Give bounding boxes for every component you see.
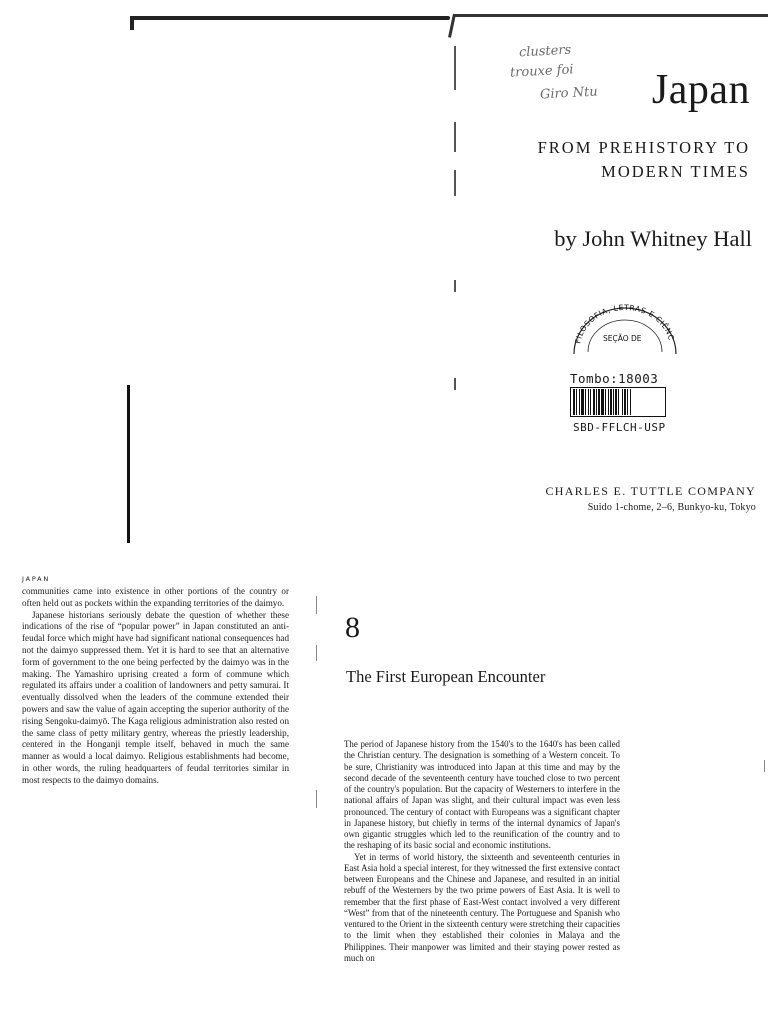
stamp-arc-text: FILOSOFIA, LETRAS E CIÊNC [573,302,677,345]
publisher-address: Suido 1-chome, 2–6, Bunkyo-ku, Tokyo [587,502,756,513]
barcode [570,387,666,417]
barcode-bar [581,389,584,415]
stamp-center-text: SEÇÃO DE [603,334,642,343]
library-code: SBD-FFLCH-USP [573,421,666,434]
scan-frame-corner-left [130,16,134,30]
book-subtitle-line2: MODERN TIMES [601,162,750,181]
right-paragraph: Yet in terms of world history, the sixteenth and seventeenth centuries in East Asia hold a special interest, for they witnessed the first extensive contact between Europeans and the Chinese and Japanese, and resulted in an initial rebuff of the Westerners by the two prime powers of East Asia. It is well to remember that the first phase of East-West contact involved a very different “West” from that of the nineteenth century. The Portuguese and Spanish who ventured to the Orient in the sixteenth century were stretching their capacities to the limit when they established their colonies in Malaya and the Philippines. Their manpower was limited and their staying power rested as much on [344,851,620,963]
book-subtitle-line1: FROM PREHISTORY TO [537,138,750,157]
running-head: JAPAN [22,575,51,583]
gutter-mark [454,280,456,292]
publisher-name: CHARLES E. TUTTLE COMPANY [545,484,756,498]
scan-frame-top-right [455,14,768,17]
page-gutter-mark [316,790,317,808]
right-paragraph: The period of Japanese history from the 1540's to the 1640's has been called the Christian century. The designation is something of a Western conceit. To be sure, Christianity was introduced into Japan at this time and may by the second decade of the seventeenth century have touched close to two percent of the country's population. But the capacity of Westerners to interfere in the national affairs of Japan was slight, and their cultural impact was even less pronounced. The century of contact with Europeans was a significant chapter in Japanese history, but chiefly in terms of the internal dynamics of Japan's own gigantic struggles which led to the reunification of the country and to the reshaping of its basic social and economic institutions. [344,739,620,851]
gutter-mark [454,122,456,152]
library-stamp [570,296,680,366]
book-title: Japan [651,67,750,113]
barcode-bar [615,389,617,415]
left-paragraph: communities came into existence in other portions of the country or often held out as pockets within the expanding territories of the daimyo. [22,586,289,608]
right-page-text [344,739,620,964]
barcode-bars [571,388,665,416]
book-author: by John Whitney Hall [554,226,752,251]
barcode-bar [601,389,604,415]
gutter-mark [454,46,456,90]
left-paragraph: Japanese historians seriously debate the question of whether these indications of the rise of “popular power” in Japan constituted an anti-feudal force which might have had significant national consequences had not the daimyo suppressed them. Yet it is hard to see that an alternative form of government to the one being perfected by the daimyo was in the making. The Yamashiro uprising created a form of commune which regulated its affairs under a coalition of landowners and petty samurai. It eventually dissolved when the leaders of the commune extended their powers and saw the value of again accepting the superior authority of the rising Sengoku-daimyō. The Kaga religious administration also rested on the same class of petty military gentry, whereas the priestly leadership, centered in the Honganji temple itself, behaved in much the same manner as would a local daimyo. Religious establishments had become, in other words, the ruling headquarters of feudal territories similar in most respects to the daimyo domains. [22,609,289,785]
page-gutter-mark [316,596,317,614]
barcode-bar [598,389,600,415]
barcode-bar [573,389,575,415]
scan-frame-top-left [132,16,450,20]
page-gutter-mark [316,645,317,661]
barcode-bar [585,389,586,415]
barcode-bar [579,389,580,415]
barcode-bar [618,389,619,415]
barcode-bar [605,389,606,415]
barcode-bar [588,389,589,415]
chapter-title: The First European Encounter [346,667,546,686]
barcode-bar [630,389,631,415]
chapter-number: 8 [345,611,360,644]
book-subtitle [538,136,750,184]
tombo-number: Tombo:18003 [570,371,659,386]
barcode-bar [596,389,597,415]
barcode-bar [608,389,609,415]
barcode-bar [622,389,623,415]
barcode-bar [590,389,591,415]
barcode-bar [610,389,612,415]
barcode-bar [627,389,628,415]
gutter-mark [454,170,456,196]
left-page-text [22,586,289,787]
barcode-bar [624,389,626,415]
handwritten-note-line1: clusters [518,42,572,61]
handwritten-note-line2: trouxe foi [509,62,574,81]
page-edge-mark [764,760,765,772]
barcode-bar [576,389,577,415]
barcode-bar [613,389,614,415]
barcode-bar [593,389,595,415]
gutter-mark [454,378,456,390]
scan-frame-left-edge [127,385,130,543]
handwritten-note-line3: Giro Ntu [539,84,599,103]
